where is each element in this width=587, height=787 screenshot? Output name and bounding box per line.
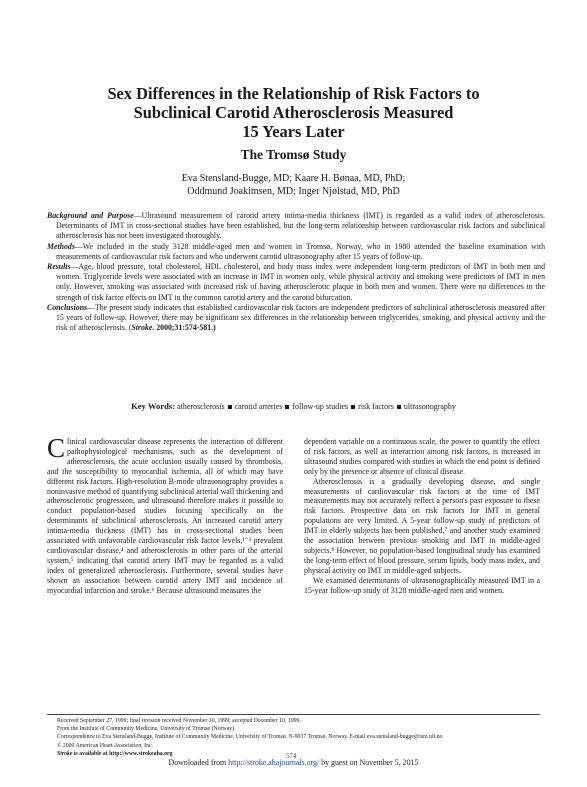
body-paragraph xyxy=(47,433,283,596)
authors-line: Eva Stensland-Bugge, MD; Kaare H. Bønaa, MD, PhD; xyxy=(181,173,406,184)
article-subtitle: The Tromsø Study xyxy=(240,147,347,162)
keyword-separator-icon xyxy=(228,405,232,409)
page-number: 574 xyxy=(286,752,297,760)
body-paragraph: dependent variable on a continuous scale, the power to quantify the effect of risk factors, as well as interaction among risk factors, is increased in ultrasound studies compared with studies in which the end point is defined only by the presence or absence of clinical disease. xyxy=(304,437,540,476)
keyword: follow-up studies xyxy=(292,402,349,411)
download-suffix: by guest on November 5, 2015 xyxy=(319,758,419,767)
keyword: ultrasonography xyxy=(403,402,456,411)
abstract-text: —Ultrasound measurement of carotid artery intima-media thickness (IMT) is regarded as a valid index of atherosclerosis. Determinants of IMT in cross-sectional studies have been established, but the long-term relationship between cardiovascular risk factors and subclinical atherosclerosis has not been investigated thoroughly. xyxy=(56,211,545,241)
download-link[interactable]: http://stroke.ahajournals.org/ xyxy=(228,758,320,767)
abstract-heading: Results xyxy=(47,262,71,272)
abstract-heading: Conclusions xyxy=(47,302,88,312)
abstract-heading: Background and Purpose xyxy=(47,211,134,220)
body-paragraph: Atherosclerosis is a gradually developing disease, and single measurements of cardiovascular risk factors at the time of IMT measurements may not accurately reflect a person's past exposure to these risk factors. Prospective data on risk factors for IMT in general populations are very limited. A 5-year follow-up study of predictors of IMT in elderly subjects has been published,⁷ and another study examined the association between previous smoking and IMT in middle-aged subjects.⁸ However, no population-based longitudinal study has examined the long-term effect of blood pressure, serum lipids, body mass index, and physical activity on IMT in middle-aged subjects. xyxy=(304,476,540,575)
abstract-background xyxy=(47,211,545,242)
abstract-methods xyxy=(47,242,545,262)
keyword-separator-icon xyxy=(351,405,355,409)
availability-text: is available at http://www.strokeaha.org xyxy=(72,750,173,757)
availability-journal: Stroke xyxy=(57,750,73,757)
title-line: Sex Differences in the Relationship of Risk Factors to xyxy=(107,84,480,103)
drop-cap: C xyxy=(47,433,66,463)
keyword-separator-icon xyxy=(397,405,401,409)
footnote-availability xyxy=(57,750,540,758)
citation xyxy=(131,323,215,332)
title-line: 15 Years Later xyxy=(242,122,345,141)
body-paragraph: We examined determinants of ultrasonographically measured IMT in a 15-year follow-up study of 3128 middle-aged men and women. xyxy=(304,575,540,595)
paragraph-text: linical cardiovascular disease represents the interaction of different pathophysiological mechanisms, such as the development of atherosclerosis, the acute occlusion usually caused by thrombosis, and the susceptibility to myocardial ischemia, all of which may have different risk factors. High-resolution B-mode ultrasonography provides a noninvasive method of quantifying subclinical arterial wall thickening and atherosclerotic progression, and ultrasound therefore makes it possible to conduct population-based studies focusing specifically on the determinants of subclinical atherosclerosis. An increased carotid artery intima-media thickness (IMT) has in cross-sectional studies been associated with unfavorable cardiovascular risk factor levels,¹⁻³ prevalent cardiovascular disease,⁴ and atherosclerosis in other parts of the arterial system,⁵ indicating that carotid artery IMT may be regarded as a valid index of generalized atherosclerosis. Furthermore, several studies have shown an association between carotid artery IMT and incidence of myocardial infarction and stroke.⁶ Because ultrasound measures the xyxy=(47,437,283,595)
footnotes xyxy=(57,717,540,758)
keywords xyxy=(40,401,547,412)
article-title xyxy=(40,84,547,141)
keyword-separator-icon xyxy=(285,405,289,409)
abstract-text: —We included in the study 3128 middle-aged men and women in Tromsø, Norway, who in 1980 attended the baseline examination with measurements of cardiovascular risk factors and who underwent carotid ultrasonography after 15 years of follow-up. xyxy=(56,241,545,261)
keyword: risk factors xyxy=(358,402,394,411)
abstract-conclusions xyxy=(47,303,545,334)
authors-line: Oddmund Joakimsen, MD; Inger Njølstad, MD, PhD xyxy=(187,186,400,197)
abstract-text: —The present study indicates that established cardiovascular risk factors are independent predictors of subclinical atherosclerosis measured after 15 years of follow-up. However, there may be significant sex differences in the relationship between triglycerides, smoking, and physical activity and the risk of atherosclerosis. ( xyxy=(56,302,545,333)
footnote-affiliation: From the Institute of Community Medicine, University of Tromsø (Norway). xyxy=(57,726,236,733)
title-line: Subclinical Carotid Atherosclerosis Measured xyxy=(133,103,454,122)
download-notice xyxy=(0,758,587,768)
keyword: carotid arteries xyxy=(234,402,283,411)
abstract xyxy=(47,211,545,333)
citation-journal: Stroke xyxy=(131,323,153,333)
abstract-text: —Age, blood pressure, total cholesterol, HDL cholesterol, and body mass index were independent long-term predictors of IMT in both men and women. Triglyceride levels were associated with an increase in IMT in women only, while physical activity and smoking were predictors of IMT in men only. However, smoking was associated with increased risk of having atherosclerotic plaque in both men and women. There were no differences in the strength of risk factor effects on IMT in the common carotid artery and the carotid bifurcation. xyxy=(56,262,545,302)
footnote-received: Received September 27, 1999; final revision received November 30, 1999; accepted December 10, 1999. xyxy=(57,718,301,724)
citation-details: . 2000;31:574-581.) xyxy=(152,323,216,333)
author-list xyxy=(40,172,547,198)
keywords-label: Key Words: xyxy=(131,401,176,411)
body-column-left xyxy=(47,433,283,596)
footnote-copyright: © 2000 American Heart Association, Inc. xyxy=(57,742,154,749)
abstract-heading: Methods xyxy=(47,241,75,251)
abstract-results xyxy=(47,262,545,303)
download-prefix: Downloaded from xyxy=(168,758,229,767)
footnote-divider xyxy=(47,714,540,715)
body-column-right xyxy=(304,437,540,596)
keyword: atherosclerosis xyxy=(177,402,225,411)
footnote-correspondence: Correspondence to Eva Stensland-Bugge, Institute of Community Medicine, University of Tromsø, N-9037 Tromsø, Norway. E-mail eva.stensland-bugge@ism.uit.no xyxy=(57,734,443,741)
